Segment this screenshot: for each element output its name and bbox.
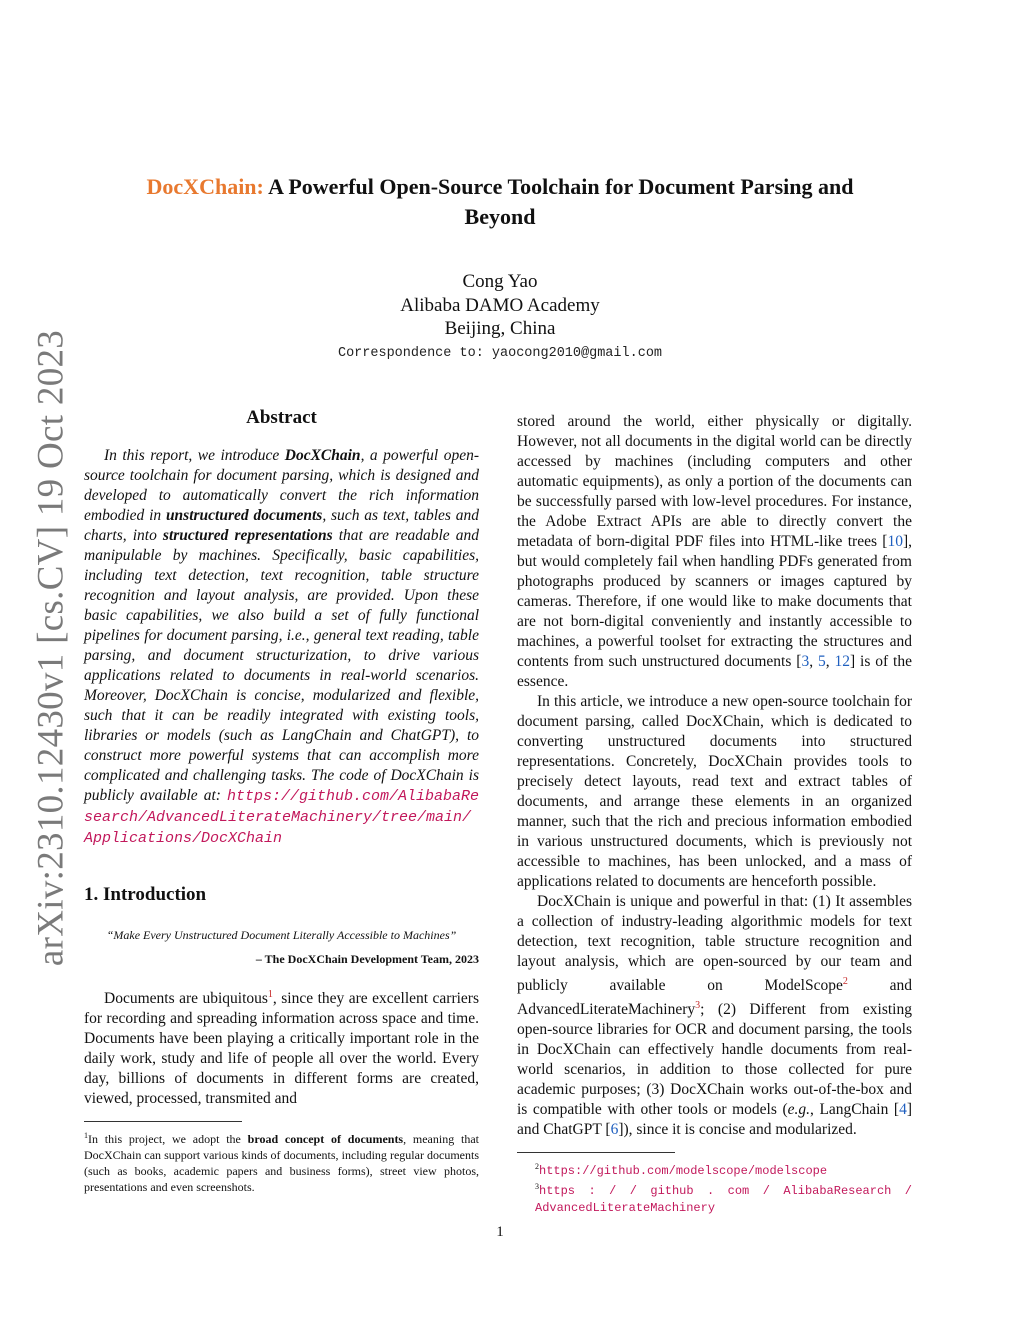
abstract-segment: In this report, we introduce (104, 447, 285, 464)
footnote-1 (84, 1128, 479, 1195)
right-segment: ] is of the essence. (517, 653, 912, 690)
right-paragraph-3 (517, 892, 912, 1140)
arxiv-identifier: arXiv:2310.12430v1 [cs.CV] 19 Oct 2023 (30, 329, 72, 967)
paper-title (100, 172, 900, 232)
right-column (517, 412, 912, 1216)
footnote-bold: broad concept of documents (247, 1132, 404, 1147)
intro-paragraph-1 (84, 985, 479, 1109)
title-brand: DocXChain: (146, 174, 264, 199)
advanced-literate-machinery-link[interactable]: https : / / github . com / AlibabaResearch / AdvancedLiterateMachinery (535, 1184, 912, 1216)
citation-separator: , (825, 653, 835, 670)
author-name: Cong Yao (462, 271, 538, 292)
right-segment: ], but would completely fail when handling PDFs generated from photographs produced by scanners or images captured by cameras. Therefore, if one would like to make documents that are not born-digital conveniently and instantly accessible to machines, a powerful toolset for extracting the structures and contents from such unstructured documents [ (517, 533, 912, 670)
footnote-2 (535, 1159, 912, 1179)
footnote-number: 2 (535, 1162, 539, 1172)
eg-abbrev: e.g. (787, 1101, 811, 1119)
right-segment: DocXChain is unique and powerful in that: (1) It assembles a collection of industry-leading algorithmic models for text detection, text recognition, table structure recognition and layout analysis, which are open-sourced by our team and publicly available on ModelScope (517, 893, 912, 995)
footnote-ref-3[interactable]: 3 (695, 1000, 701, 1012)
abstract-bold-docxchain: DocXChain (284, 447, 361, 464)
footnote-ref-1[interactable]: 1 (267, 989, 273, 1000)
abstract-segment: , such as text, tables and charts, into (84, 507, 479, 544)
citation-10[interactable]: 10 (887, 533, 903, 550)
author-affiliation: Alibaba DAMO Academy (400, 294, 600, 316)
author-location: Beijing, China (444, 318, 556, 339)
right-segment: and AdvancedLiterateMachinery (517, 977, 912, 1019)
author-block (200, 270, 800, 367)
citation-6[interactable]: 6 (610, 1121, 619, 1139)
right-paragraph-2: In this article, we introduce a new open-source toolchain for document parsing, called DocXChain, which is dedicated to converting unstructured documents into structured representations. Concretely, DocXChain provides tools to precisely detect layouts, read text and extract tables of documents, and arrange these elements in an organized manner, such that the rich and precious information embodied in various unstructured documents, which is previously not accessible to machines, has been unlocked, and a mass of applications related to documents are henceforth possible. (517, 693, 912, 890)
abstract-heading: Abstract (246, 407, 317, 428)
right-segment: ; (2) Different from existing open-source libraries for OCR and document parsing, the tools in DocXChain can effectively handle documents from real-world scenarios, in addition to those collected for pure academic purposes; (3) DocXChain works out-of-the-box and is compatible with other tools or models ( (517, 1001, 912, 1119)
citation-4[interactable]: 4 (899, 1101, 907, 1119)
abstract-bold-unstructured: unstructured documents (165, 507, 323, 524)
footnote-divider (84, 1121, 242, 1122)
code-repository-link[interactable]: https://github.com/AlibabaResearch/AdvancedLiterateMachinery/tree/main/Applications/DocXChain (84, 788, 479, 847)
footnote-ref-2[interactable]: 2 (842, 976, 848, 987)
citation-5[interactable]: 5 (817, 653, 826, 670)
right-paragraph-1 (517, 412, 912, 692)
footnote-divider (517, 1152, 675, 1153)
right-segment: stored around the world, either physically or digitally. However, not all documents in the digital world can be directly accessed by machines (including computers and other automatic equipments), as only a portion of the documents can be successfully parsed with low-level procedures. For instance, the Adobe Extract APIs are able to directly convert the metadata of born-digital PDF files into HTML-like trees [ (517, 413, 912, 550)
footnote-3 (535, 1179, 912, 1216)
footnote-number: 1 (84, 1131, 88, 1141)
modelscope-link[interactable]: https://github.com/modelscope/modelscope (539, 1164, 828, 1179)
abstract-bold-structured: structured representations (162, 527, 333, 544)
intro-segment: , since they are excellent carriers for recording and spreading information across space and time. Documents have been playing a critically important role in the daily work, study and life of people all over the world. Every day, billions of documents in different forms are created, viewed, processed, transmited and (84, 990, 479, 1108)
introduction-heading: 1. Introduction (84, 884, 207, 905)
right-segment: ]), since it is concise and modularized. (618, 1121, 857, 1139)
abstract-text (84, 446, 479, 849)
citation-12[interactable]: 12 (834, 653, 850, 670)
intro-quote: “Make Every Unstructured Document Literally Accessible to Machines” (106, 928, 457, 942)
abstract-segment: that are readable and manipulable by machines. Specifically, basic capabilities, including text detection, text recognition, table structure recognition and layout analysis, are provided. Upon these basic capabilities, we also build a set of fully functional pipelines for document parsing, i.e., general text reading, table parsing, and document structurization, to drive various applications related to documents in real-world scenarios. Moreover, DocXChain is concise, modularized and flexible, such that it can be readily integrated with existing tools, libraries or models (such as LangChain and ChatGPT), to construct more powerful systems that can accomplish more complicated and challenging tasks. The code of DocXChain is publicly available at: (84, 527, 479, 804)
title-line-2: Beyond (464, 204, 536, 229)
footnote-segment: , meaning that DocXChain can support various kinds of documents, including regular documents (such as books, academic papers and business forms), street view photos, presentations and even screenshots. (84, 1132, 479, 1195)
footnote-segment: In this project, we adopt the (88, 1132, 248, 1147)
citation-3[interactable]: 3 (801, 653, 810, 670)
correspondence-email: Correspondence to: yaocong2010@gmail.com (337, 345, 663, 361)
footnote-number: 3 (535, 1182, 539, 1192)
abstract-segment: , a powerful open-source toolchain for document parsing, which is designed and developed to automatically convert the rich information embodied in (84, 447, 479, 524)
left-column (84, 408, 479, 1195)
title-line-1: A Powerful Open-Source Toolchain for Document Parsing and (268, 174, 854, 199)
citation-separator: , (809, 653, 818, 670)
intro-segment: Documents are ubiquitous (104, 990, 268, 1008)
right-segment: , LangChain [ (810, 1101, 900, 1119)
intro-quote-attribution: – The DocXChain Development Team, 2023 (255, 952, 479, 966)
right-segment: ] and ChatGPT [ (517, 1101, 912, 1139)
page-number: 1 (496, 1224, 504, 1240)
